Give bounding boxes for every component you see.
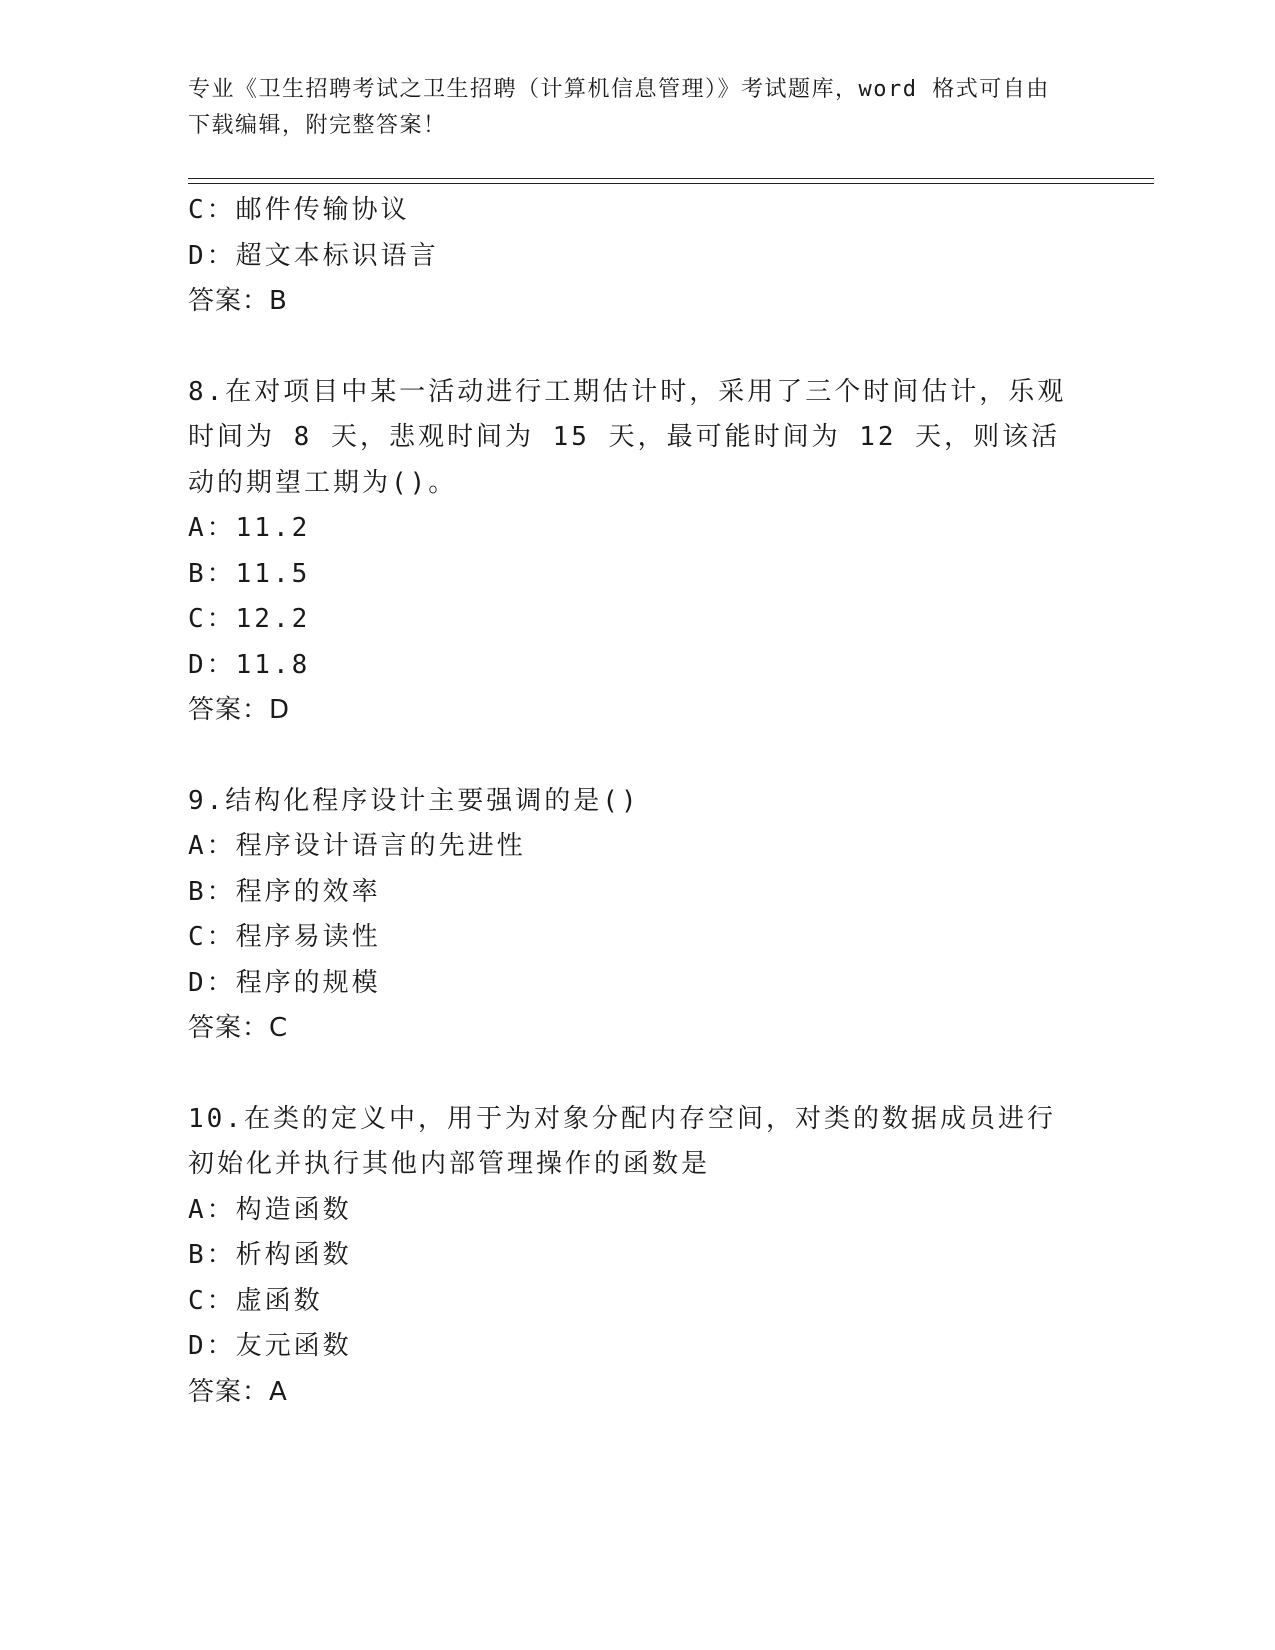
question-10 [188, 1097, 1088, 1416]
answer-line: 答案：A [188, 1376, 288, 1407]
question-stem: 8.在对项目中某一活动进行工期估计时，采用了三个时间估计，乐观时间为 8 天，悲观时间为 15 天，最可能时间为 12 天，则该活动的期望工期为()。 [188, 376, 1067, 498]
question-7-continued [188, 188, 1088, 325]
answer-line: 答案：D [188, 695, 291, 725]
option-d: D：友元函数 [188, 1331, 352, 1361]
question-8 [188, 370, 1088, 734]
header-rule-top [188, 178, 1154, 179]
option-c: C：12.2 [188, 604, 311, 634]
option-b: B：析构函数 [188, 1240, 352, 1270]
document-header: 专业《卫生招聘考试之卫生招聘（计算机信息管理）》考试题库，word 格式可自由下载编辑，附完整答案！ [188, 77, 1050, 138]
option-c: C：程序易读性 [188, 922, 381, 952]
option-c: C：邮件传输协议 [188, 195, 410, 225]
question-stem: 9.结构化程序设计主要强调的是() [188, 785, 640, 816]
option-d: D：程序的规模 [188, 967, 381, 998]
answer-line: 答案：B [188, 286, 288, 316]
option-c: C：虚函数 [188, 1285, 323, 1316]
option-a: A：程序设计语言的先进性 [188, 831, 526, 861]
option-a: A：构造函数 [188, 1194, 352, 1225]
answer-line: 答案：C [188, 1013, 289, 1043]
document-body [188, 188, 1088, 1415]
option-b: B：程序的效率 [188, 876, 381, 907]
question-stem: 10.在类的定义中，用于为对象分配内存空间，对类的数据成员进行初始化并执行其他内部管理操作的函数是 [188, 1103, 1056, 1179]
header-rule-bottom [188, 183, 1154, 184]
option-a: A：11.2 [188, 513, 311, 543]
option-d: D：超文本标识语言 [188, 240, 439, 271]
question-9 [188, 779, 1088, 1052]
option-b: B：11.5 [188, 558, 311, 589]
option-d: D：11.8 [188, 649, 311, 680]
